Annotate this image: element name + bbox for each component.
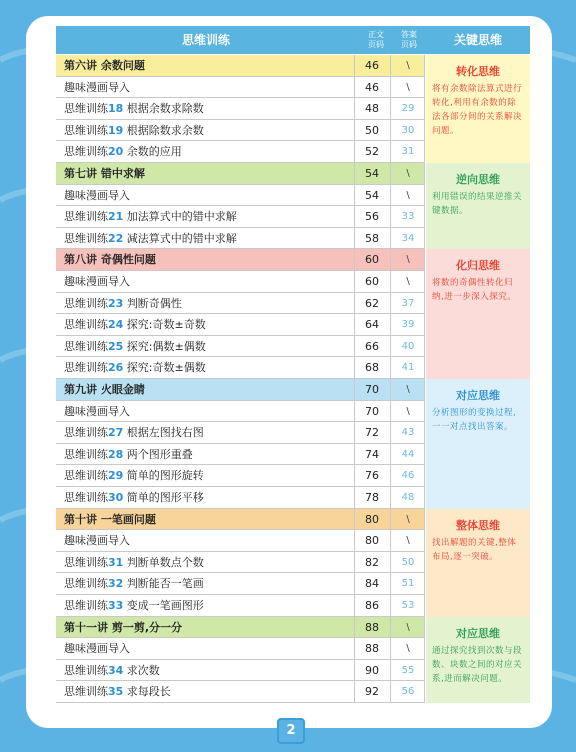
key-thinking-box — [426, 163, 530, 249]
answer-page-cell: \ — [406, 81, 410, 93]
answer-page-cell: \ — [406, 168, 410, 179]
lesson-number: 22 — [108, 231, 124, 245]
table-row — [56, 638, 424, 660]
page-cell: 90 — [365, 663, 379, 677]
table-row — [56, 185, 424, 207]
row-title: 第十一讲 剪一剪,分一分 — [64, 620, 183, 634]
table-row — [56, 681, 424, 703]
row-title — [64, 660, 160, 681]
answer-page-cell: 55 — [401, 664, 415, 676]
page-cell: 84 — [365, 577, 379, 591]
page-cell: 88 — [365, 642, 379, 656]
lesson-title: 探究:偶数±偶数 — [123, 339, 206, 353]
answer-page-cell: 41 — [401, 362, 415, 374]
key-thinking-title: 化归思维 — [456, 259, 500, 273]
key-thinking-box — [426, 509, 530, 617]
row-title: 趣味漫画导入 — [64, 275, 130, 288]
page-cell: 60 — [365, 253, 379, 267]
answer-page-cell: \ — [406, 254, 410, 266]
key-thinking-box — [426, 249, 530, 379]
column-divider — [424, 55, 425, 703]
table-row — [56, 98, 424, 120]
answer-page-cell: 31 — [401, 146, 415, 158]
row-title: 趣味漫画导入 — [64, 188, 130, 202]
row-title — [64, 141, 182, 162]
column-divider — [354, 55, 355, 703]
table-row — [56, 595, 424, 617]
answer-page-cell: 51 — [401, 578, 415, 590]
answer-page-cell: \ — [406, 535, 410, 547]
table-row — [56, 271, 424, 293]
section-row — [56, 617, 424, 639]
lesson-number: 25 — [108, 339, 124, 353]
answer-page-cell: 56 — [401, 686, 415, 698]
page-cell: 48 — [365, 102, 379, 116]
row-title: 第十讲 一笔画问题 — [64, 512, 156, 526]
table-row — [56, 77, 424, 99]
row-title — [64, 681, 171, 702]
lesson-number: 19 — [108, 123, 124, 137]
answer-page-cell: 34 — [401, 232, 415, 244]
lesson-prefix: 思维训练 — [64, 296, 108, 310]
answer-page-cell: \ — [406, 643, 410, 655]
lesson-title: 简单的图形旋转 — [123, 469, 204, 483]
lesson-number: 23 — [108, 296, 124, 310]
column-divider — [390, 55, 391, 703]
page-cell: 58 — [365, 231, 379, 245]
answer-page-cell: 53 — [401, 600, 415, 611]
key-thinking-desc: 将有余数除法算式进行转化,利用有余数的除法各部分间的关系解决问题。 — [432, 84, 523, 136]
row-title: 趣味漫画导入 — [64, 80, 130, 94]
lesson-prefix: 思维训练 — [64, 469, 108, 483]
page-cell: 74 — [365, 447, 379, 461]
row-title — [64, 595, 204, 616]
page-cell: 80 — [365, 534, 379, 548]
answer-page-cell: \ — [406, 60, 410, 71]
row-title — [64, 314, 206, 335]
answer-page-cell: 33 — [401, 211, 415, 223]
lesson-title: 判断能否一笔画 — [123, 577, 204, 591]
table-row — [56, 422, 424, 444]
key-thinking-title: 逆向思维 — [456, 173, 500, 186]
answer-page-cell: 39 — [401, 319, 415, 331]
header-answer-col: 答案 页码 — [401, 30, 417, 49]
page-cell: 56 — [365, 210, 379, 224]
row-title — [64, 98, 204, 119]
section-row — [56, 163, 424, 185]
lesson-title: 根据余数求除数 — [123, 102, 204, 116]
key-thinking-box — [426, 617, 530, 703]
answer-page-cell: 40 — [401, 340, 415, 352]
lesson-prefix: 思维训练 — [64, 663, 108, 677]
answer-page-cell: \ — [406, 621, 410, 633]
table-row — [56, 228, 424, 250]
lesson-prefix: 思维训练 — [64, 685, 108, 699]
table-row — [56, 444, 424, 466]
lesson-title: 根据左图找右图 — [123, 426, 204, 440]
answer-page-cell: \ — [406, 384, 410, 395]
lesson-number: 24 — [108, 318, 124, 332]
lesson-title: 判断奇偶性 — [123, 296, 182, 310]
page-cell: 54 — [365, 167, 379, 180]
table-row — [56, 357, 424, 379]
page-cell: 46 — [365, 59, 379, 72]
page-cell: 80 — [365, 512, 379, 526]
page-cell: 70 — [365, 404, 379, 418]
key-thinking-desc: 通过探究找到次数与段数、块数之间的对应关系,进而解决问题。 — [432, 645, 523, 684]
lesson-prefix: 思维训练 — [64, 318, 108, 332]
table-row — [56, 206, 424, 228]
section-row — [56, 379, 424, 401]
key-thinking-desc: 分析图形的变换过程,一一对点找出答案。 — [432, 408, 517, 432]
answer-page-cell: \ — [406, 405, 410, 417]
lesson-prefix: 思维训练 — [64, 102, 108, 116]
row-title — [64, 465, 204, 486]
key-thinking-title: 转化思维 — [456, 65, 500, 78]
section-row — [56, 249, 424, 271]
page-cell: 76 — [365, 469, 379, 483]
row-title: 趣味漫画导入 — [64, 404, 130, 418]
row-title: 趣味漫画导入 — [64, 534, 130, 548]
key-thinking-desc: 利用错误的结果逆推关键数据。 — [432, 192, 523, 216]
key-thinking-box — [426, 379, 530, 509]
table-row — [56, 120, 424, 142]
table-row — [56, 573, 424, 595]
lesson-number: 29 — [108, 469, 124, 483]
table-row — [56, 487, 424, 509]
lesson-prefix: 思维训练 — [64, 145, 108, 159]
page-cell: 86 — [365, 599, 379, 612]
lesson-number: 28 — [108, 447, 124, 461]
lesson-title: 根据除数求余数 — [123, 123, 204, 137]
lesson-prefix: 思维训练 — [64, 491, 108, 504]
lesson-title: 判断单数点个数 — [123, 555, 204, 569]
lesson-prefix: 思维训练 — [64, 599, 108, 612]
lesson-number: 31 — [108, 555, 124, 569]
lesson-number: 33 — [108, 599, 124, 612]
answer-page-cell: 37 — [401, 297, 415, 309]
lesson-prefix: 思维训练 — [64, 577, 108, 591]
row-title — [64, 228, 237, 249]
row-title — [64, 487, 204, 508]
header-key-col: 关键思维 — [453, 33, 502, 47]
table-row — [56, 465, 424, 487]
answer-page-cell: 46 — [401, 470, 415, 482]
lesson-number: 27 — [108, 426, 124, 440]
table-row — [56, 552, 424, 574]
lesson-prefix: 思维训练 — [64, 361, 108, 375]
row-title: 第六讲 余数问题 — [64, 59, 145, 72]
row-title — [64, 573, 204, 594]
key-thinking-desc: 将数的奇偶性转化归纳,进一步深入探究。 — [432, 278, 517, 303]
answer-page-cell: 48 — [401, 492, 415, 503]
lesson-prefix: 思维训练 — [64, 231, 108, 245]
lesson-prefix: 思维训练 — [64, 339, 108, 353]
row-title: 第七讲 错中求解 — [64, 167, 145, 180]
lesson-title: 求次数 — [123, 663, 160, 677]
lesson-title: 加法算式中的错中求解 — [123, 210, 237, 224]
lesson-title: 两个图形重叠 — [123, 447, 193, 461]
row-title — [64, 293, 182, 314]
page-cell: 54 — [365, 188, 379, 202]
lesson-title: 探究:奇数±奇数 — [123, 318, 206, 332]
page-cell: 46 — [365, 80, 379, 94]
table-row — [56, 530, 424, 552]
page-cell: 70 — [365, 383, 379, 396]
answer-page-cell: 43 — [401, 427, 415, 439]
page-cell: 60 — [365, 275, 379, 288]
lesson-number: 35 — [108, 685, 124, 699]
row-title: 第九讲 火眼金睛 — [64, 383, 145, 396]
page-cell: 66 — [365, 339, 379, 353]
row-title — [64, 422, 204, 443]
table-row — [56, 314, 424, 336]
lesson-title: 减法算式中的错中求解 — [123, 231, 237, 245]
page-cell: 88 — [365, 620, 379, 634]
lesson-title: 简单的图形平移 — [123, 491, 204, 504]
lesson-prefix: 思维训练 — [64, 555, 108, 569]
lesson-number: 32 — [108, 577, 124, 591]
row-title — [64, 552, 204, 573]
table-row — [56, 401, 424, 423]
page-cell: 72 — [365, 426, 379, 440]
answer-page-cell: 30 — [401, 124, 415, 136]
page-cell: 92 — [365, 685, 379, 699]
lesson-number: 21 — [108, 210, 124, 224]
table-row — [56, 660, 424, 682]
row-title: 第八讲 奇偶性问题 — [64, 253, 156, 267]
answer-page-cell: 50 — [401, 556, 415, 568]
lesson-prefix: 思维训练 — [64, 447, 108, 461]
answer-page-cell: \ — [406, 513, 410, 525]
answer-page-cell: 29 — [401, 103, 415, 115]
key-thinking-title: 对应思维 — [456, 389, 500, 402]
row-title — [64, 357, 206, 378]
lesson-number: 20 — [108, 145, 124, 159]
section-row — [56, 55, 424, 77]
header-title: 思维训练 — [181, 33, 230, 47]
lesson-prefix: 思维训练 — [64, 426, 108, 440]
lesson-prefix: 思维训练 — [64, 210, 108, 224]
lesson-title: 余数的应用 — [123, 145, 182, 159]
page-cell: 68 — [365, 361, 379, 375]
section-row — [56, 509, 424, 531]
table-header — [56, 26, 530, 54]
page-cell: 50 — [365, 123, 379, 137]
answer-page-cell: \ — [406, 276, 410, 287]
table-row — [56, 141, 424, 163]
page-cell: 64 — [365, 318, 379, 332]
row-title: 趣味漫画导入 — [64, 642, 130, 656]
key-thinking-box — [426, 55, 530, 163]
row-title — [64, 206, 237, 227]
lesson-number: 26 — [108, 361, 124, 375]
page-cell: 82 — [365, 555, 379, 569]
key-thinking-title: 整体思维 — [456, 518, 500, 532]
lesson-title: 探究:奇数±偶数 — [123, 361, 206, 375]
row-title — [64, 444, 193, 465]
lesson-title: 求每段长 — [123, 685, 171, 699]
row-title — [64, 120, 204, 141]
answer-page-cell: 44 — [401, 448, 415, 460]
page-cell: 78 — [365, 491, 379, 504]
key-thinking-title: 对应思维 — [456, 626, 500, 640]
page-number: 2 — [277, 718, 305, 744]
table-row — [56, 293, 424, 315]
page-cell: 62 — [365, 296, 379, 310]
lesson-number: 34 — [108, 663, 124, 677]
lesson-prefix: 思维训练 — [64, 123, 108, 137]
row-title — [64, 336, 206, 357]
lesson-title: 变成一笔画图形 — [123, 599, 204, 612]
answer-page-cell: \ — [406, 189, 410, 201]
page-cell: 52 — [365, 145, 379, 159]
lesson-number: 30 — [108, 491, 124, 504]
lesson-number: 18 — [108, 102, 124, 116]
key-thinking-desc: 找出解题的关键,整体布局,逐一突破。 — [432, 537, 517, 562]
header-page-col: 正文 页码 — [368, 30, 384, 49]
table-row — [56, 336, 424, 358]
